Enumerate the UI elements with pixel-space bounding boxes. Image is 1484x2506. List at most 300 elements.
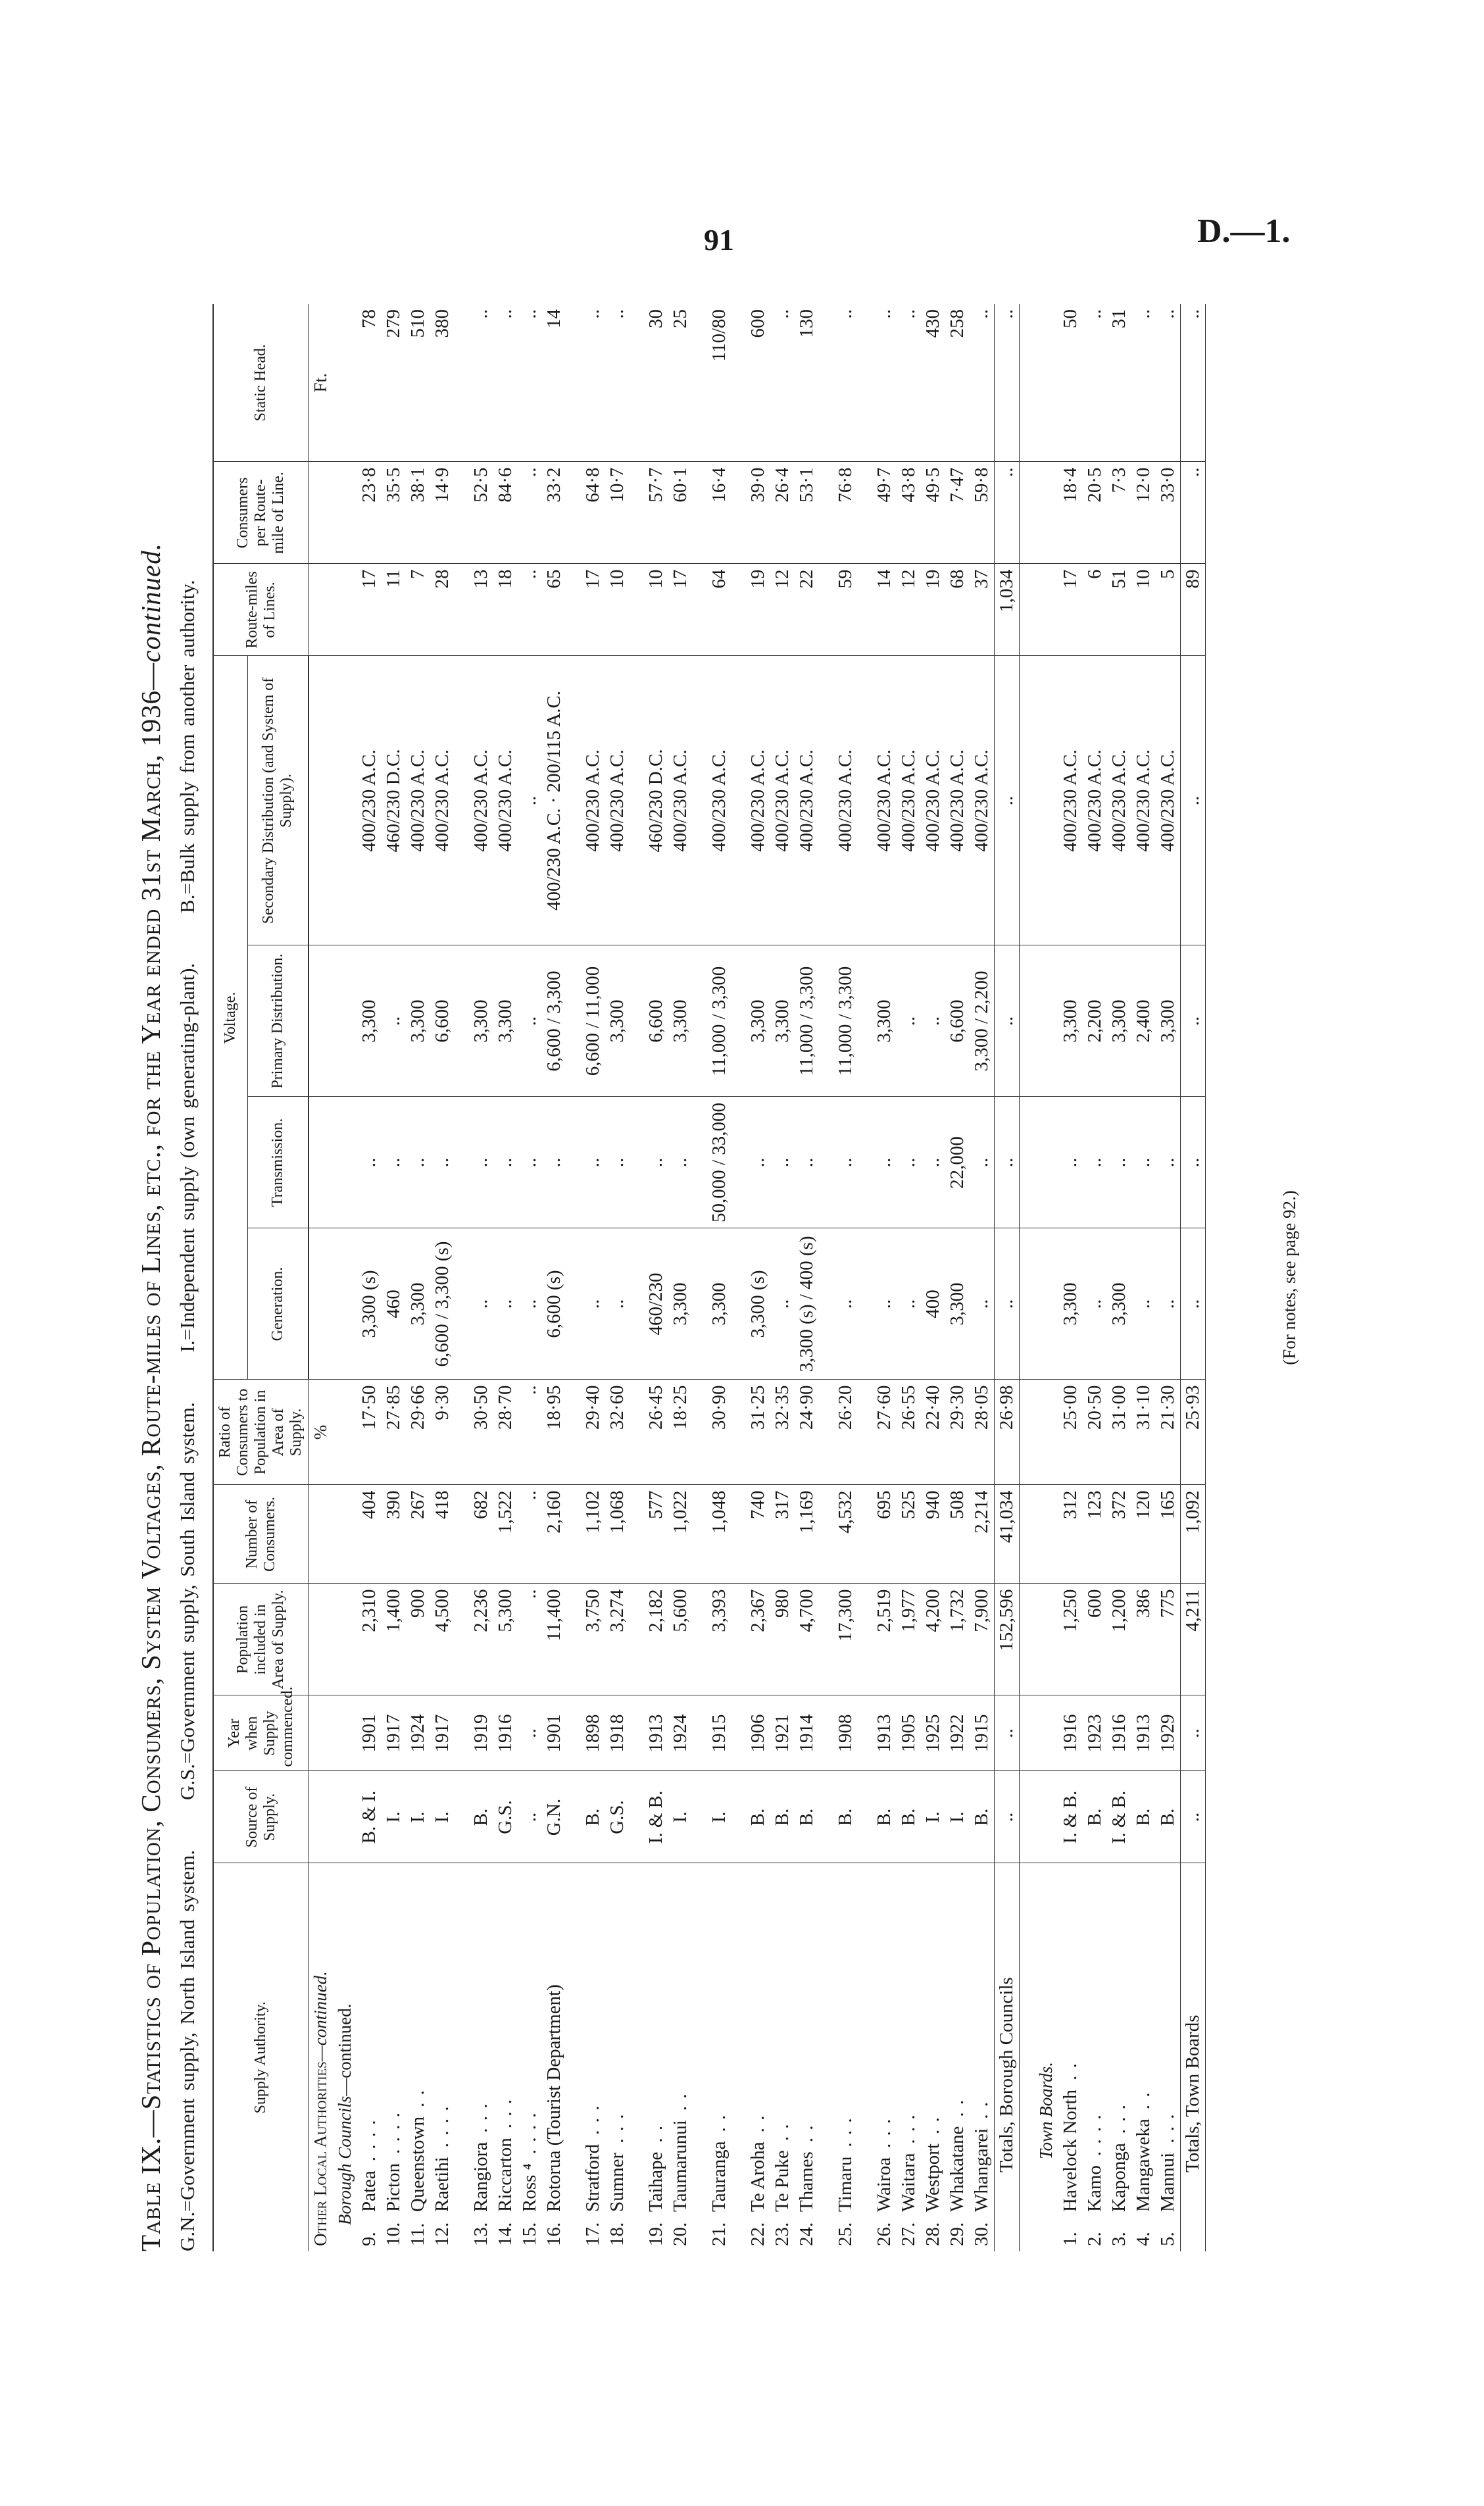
gap-cell xyxy=(1020,656,1035,945)
row-number: 26. xyxy=(874,2222,895,2246)
page-number: 91 xyxy=(704,223,734,257)
row-number: 11. xyxy=(407,2222,428,2246)
per-mile-cell: 49·5 xyxy=(921,462,945,564)
transmission-cell: .. xyxy=(970,1097,995,1228)
population-cell: 5,300 xyxy=(493,1584,518,1695)
static-head-cell: .. xyxy=(1156,304,1181,462)
route-miles-cell: 10 xyxy=(605,564,630,656)
secondary-cell: 400/230 A.C. xyxy=(469,656,493,945)
ratio-cell: 21·30 xyxy=(1156,1380,1181,1485)
row-number: 21. xyxy=(708,2222,730,2246)
gap-cell xyxy=(731,564,746,656)
generation-cell: 3,300 xyxy=(945,1228,970,1380)
table-row xyxy=(1058,304,1083,2251)
ratio-cell: 31·10 xyxy=(1131,1380,1156,1485)
route-miles-cell: 12 xyxy=(897,564,921,656)
population-cell: 386 xyxy=(1131,1584,1156,1695)
gap-cell xyxy=(858,1695,872,1771)
static-head-cell: .. xyxy=(970,304,995,462)
gap-cell xyxy=(630,656,644,945)
gap-cell xyxy=(566,304,581,462)
gap-cell xyxy=(630,1695,644,1771)
table-row xyxy=(921,304,945,2251)
transmission-cell: .. xyxy=(581,1097,605,1228)
gap-cell xyxy=(630,462,644,564)
authority-cell xyxy=(357,1863,382,2251)
authority-name: Thames xyxy=(796,2151,817,2212)
consumers-cell: 372 xyxy=(1107,1485,1131,1584)
per-mile-cell: 64·8 xyxy=(581,462,605,564)
authority-cell xyxy=(668,1863,693,2251)
gap-cell xyxy=(566,1228,581,1380)
gap-cell xyxy=(630,945,644,1097)
consumers-cell: 1,068 xyxy=(605,1485,630,1584)
table-row xyxy=(430,304,455,2251)
route-miles-cell: 28 xyxy=(430,564,455,656)
total-source-cell: .. xyxy=(1181,1771,1206,1863)
header-secondary: Secondary Distribution (and System of Supply). xyxy=(248,656,309,945)
population-cell: 4,200 xyxy=(921,1584,945,1695)
route-miles-cell: 12 xyxy=(770,564,795,656)
subsection-title: Borough Councils xyxy=(335,2095,355,2225)
table-row xyxy=(819,304,833,2251)
authority-cell xyxy=(897,1863,921,2251)
leader-dots: . . xyxy=(670,2092,691,2111)
gap-cell xyxy=(1020,304,1035,462)
ratio-cell: 29·30 xyxy=(945,1380,970,1485)
year-cell: 1906 xyxy=(746,1695,770,1771)
total-secondary-cell: .. xyxy=(995,656,1020,945)
year-cell: 1916 xyxy=(1107,1695,1131,1771)
population-cell: 900 xyxy=(406,1584,430,1695)
document-reference: D.—1. xyxy=(1197,213,1291,250)
gap-cell xyxy=(693,1485,707,1584)
generation-cell: .. xyxy=(770,1228,795,1380)
generation-cell: .. xyxy=(872,1228,897,1380)
empty-cell xyxy=(1034,1228,1058,1380)
row-number: 13. xyxy=(470,2222,491,2246)
empty-cell xyxy=(1034,1584,1058,1695)
primary-cell: 3,300 xyxy=(1156,945,1181,1097)
secondary-cell: 400/230 A.C. xyxy=(897,656,921,945)
authority-cell xyxy=(872,1863,897,2251)
row-number: 5. xyxy=(1157,2232,1178,2246)
gap-cell xyxy=(693,1228,707,1380)
ratio-cell: 9·30 xyxy=(430,1380,455,1485)
gap-cell xyxy=(1020,1863,1035,2251)
generation-cell: .. xyxy=(469,1228,493,1380)
gap-cell xyxy=(455,1485,469,1584)
total-transmission-cell: .. xyxy=(1181,1097,1206,1228)
ratio-cell: 25·00 xyxy=(1058,1380,1083,1485)
per-mile-cell: 33·2 xyxy=(542,462,566,564)
town-boards-heading: Town Boards. xyxy=(1036,2061,1056,2159)
primary-cell: 6,600 / 3,300 xyxy=(542,945,566,1097)
consumers-cell: 317 xyxy=(770,1485,795,1584)
gap-cell xyxy=(693,462,707,564)
transmission-cell: .. xyxy=(872,1097,897,1228)
route-miles-cell: 37 xyxy=(970,564,995,656)
empty-cell xyxy=(1034,462,1058,564)
per-mile-cell: 43·8 xyxy=(897,462,921,564)
route-miles-cell: .. xyxy=(518,564,542,656)
primary-cell: 3,300 xyxy=(1058,945,1083,1097)
legend-i: I.=Independent supply (own generating-plant). xyxy=(176,963,199,1353)
row-number: 25. xyxy=(835,2222,856,2246)
source-cell: I. xyxy=(406,1771,430,1863)
generation-cell: 460 xyxy=(382,1228,406,1380)
empty-cell xyxy=(1034,656,1058,945)
secondary-cell: 400/230 A.C. xyxy=(357,656,382,945)
empty-cell xyxy=(1034,1485,1058,1584)
primary-cell: 2,200 xyxy=(1083,945,1107,1097)
gap-cell xyxy=(693,656,707,945)
footnote: (For notes, see page 92.) xyxy=(1279,1190,1299,1365)
authority-name: Riccarton xyxy=(495,2138,516,2212)
source-cell: I. xyxy=(668,1771,693,1863)
year-cell: 1916 xyxy=(1058,1695,1083,1771)
consumers-cell: 4,532 xyxy=(833,1485,858,1584)
consumers-cell: 940 xyxy=(921,1485,945,1584)
primary-cell: .. xyxy=(921,945,945,1097)
header-ratio: Ratio of Consumers to Population in Area of Supply. xyxy=(213,1380,309,1485)
total-consumers-cell: 41,034 xyxy=(995,1485,1020,1584)
consumers-cell: 390 xyxy=(382,1485,406,1584)
consumers-cell: 1,102 xyxy=(581,1485,605,1584)
gap-cell xyxy=(819,1485,833,1584)
gap-cell xyxy=(566,1863,581,2251)
generation-cell: 3,300 xyxy=(707,1228,731,1380)
leader-dots: . . . xyxy=(606,2113,628,2143)
ratio-cell: 26·20 xyxy=(833,1380,858,1485)
route-miles-cell: 17 xyxy=(1058,564,1083,656)
consumers-cell: 165 xyxy=(1156,1485,1181,1584)
gap-cell xyxy=(858,1584,872,1695)
static-head-cell: 279 xyxy=(382,304,406,462)
total-transmission-cell: .. xyxy=(995,1097,1020,1228)
per-mile-cell: 39·0 xyxy=(746,462,770,564)
year-cell: 1905 xyxy=(897,1695,921,1771)
population-cell: 7,900 xyxy=(970,1584,995,1695)
legend-gn: G.N.=Government supply, North Island system. xyxy=(176,1849,199,2251)
leader-dots: . . . xyxy=(495,2098,516,2129)
total-population-cell: 4,211 xyxy=(1181,1584,1206,1695)
route-miles-cell: 19 xyxy=(921,564,945,656)
leader-dots: . . xyxy=(1133,2091,1154,2110)
ratio-cell: 20·50 xyxy=(1083,1380,1107,1485)
row-number: 17. xyxy=(582,2222,603,2246)
population-cell: 1,977 xyxy=(897,1584,921,1695)
table-row xyxy=(770,304,795,2251)
consumers-cell: .. xyxy=(518,1485,542,1584)
source-cell: B. xyxy=(469,1771,493,1863)
table-row xyxy=(630,304,644,2251)
ratio-cell: 17·50 xyxy=(357,1380,382,1485)
secondary-cell: 400/230 A.C. xyxy=(605,656,630,945)
gap-cell xyxy=(1020,1771,1035,1863)
header-consumers: Number of Consumers. xyxy=(213,1485,309,1584)
primary-cell: 3,300 xyxy=(872,945,897,1097)
population-cell: 11,400 xyxy=(542,1584,566,1695)
gap-cell xyxy=(1020,564,1035,656)
gap-cell xyxy=(630,1097,644,1228)
ratio-cell: 27·60 xyxy=(872,1380,897,1485)
table-row xyxy=(455,304,469,2251)
generation-cell: 3,300 (s) / 400 (s) xyxy=(795,1228,819,1380)
secondary-cell: 400/230 A.C. xyxy=(970,656,995,945)
ratio-unit: % xyxy=(309,1380,334,1485)
secondary-cell: 400/230 A.C. xyxy=(1107,656,1131,945)
empty-cell xyxy=(1034,1380,1058,1485)
gap-cell xyxy=(819,1863,833,2251)
header-source: Source of Supply. xyxy=(213,1771,309,1863)
static-head-cell: .. xyxy=(1131,304,1156,462)
table-title-main: Table IX.—Statistics of Population, Consumers, System Voltages, Route-miles of Lines, etc., for the Year ended 31st March, 1936— xyxy=(136,662,166,2251)
secondary-cell: 400/230 A.C. xyxy=(1156,656,1181,945)
row-number: 14. xyxy=(495,2222,516,2246)
authority-name: Mangaweka xyxy=(1133,2118,1154,2212)
row-number: 2. xyxy=(1084,2232,1105,2246)
generation-cell: 6,600 (s) xyxy=(542,1228,566,1380)
borough-totals-row xyxy=(995,304,1020,2251)
row-number: 1. xyxy=(1060,2232,1081,2246)
per-mile-cell: 52·5 xyxy=(469,462,493,564)
gap-cell xyxy=(731,1228,746,1380)
authority-cell xyxy=(605,1863,630,2251)
route-miles-cell: 6 xyxy=(1083,564,1107,656)
route-miles-cell: 59 xyxy=(833,564,858,656)
secondary-cell: 400/230 A.C. xyxy=(1131,656,1156,945)
population-cell: 1,400 xyxy=(382,1584,406,1695)
secondary-cell: 400/230 A.C. xyxy=(406,656,430,945)
year-cell: 1901 xyxy=(357,1695,382,1771)
header-transmission: Transmission. xyxy=(248,1097,309,1228)
ratio-cell: 27·85 xyxy=(382,1380,406,1485)
gap-cell xyxy=(630,1485,644,1584)
gap-cell xyxy=(630,1863,644,2251)
consumers-cell: 740 xyxy=(746,1485,770,1584)
total-year-cell: .. xyxy=(995,1695,1020,1771)
gap-cell xyxy=(455,945,469,1097)
total-source-cell: .. xyxy=(995,1771,1020,1863)
population-cell: 980 xyxy=(770,1584,795,1695)
gap-cell xyxy=(731,1380,746,1485)
static-head-cell: 110/80 xyxy=(707,304,731,462)
authority-name: Rotorua (Tourist Department) xyxy=(543,1984,564,2212)
per-mile-cell: 60·1 xyxy=(668,462,693,564)
per-mile-cell: 7·3 xyxy=(1107,462,1131,564)
gap-cell xyxy=(819,945,833,1097)
gap-cell xyxy=(731,945,746,1097)
gap-cell xyxy=(566,1771,581,1863)
ratio-cell: 22·40 xyxy=(921,1380,945,1485)
gap-cell xyxy=(858,564,872,656)
generation-cell: 3,300 (s) xyxy=(746,1228,770,1380)
source-cell: B. xyxy=(795,1771,819,1863)
gap-cell xyxy=(455,1771,469,1863)
gap-cell xyxy=(819,1695,833,1771)
primary-cell: 3,300 / 2,200 xyxy=(970,945,995,1097)
row-number: 3. xyxy=(1108,2232,1129,2246)
transmission-cell: .. xyxy=(382,1097,406,1228)
table-row xyxy=(833,304,858,2251)
gap-cell xyxy=(731,304,746,462)
authority-cell xyxy=(1131,1863,1156,2251)
ratio-cell: 28·05 xyxy=(970,1380,995,1485)
secondary-cell: 460/230 D.C. xyxy=(644,656,668,945)
population-cell: 2,182 xyxy=(644,1584,668,1695)
static-head-cell: 31 xyxy=(1107,304,1131,462)
generation-cell: .. xyxy=(581,1228,605,1380)
gap-cell xyxy=(1020,1380,1035,1485)
table-row xyxy=(693,304,707,2251)
year-cell: 1915 xyxy=(707,1695,731,1771)
gap-cell xyxy=(630,1228,644,1380)
gap-cell xyxy=(1020,1228,1035,1380)
ratio-cell: 18·25 xyxy=(668,1380,693,1485)
authority-name: Te Aroha xyxy=(747,2142,768,2212)
authority-cell xyxy=(707,1863,731,2251)
authority-name: Raetihi xyxy=(432,2157,453,2212)
source-cell: I. xyxy=(945,1771,970,1863)
transmission-cell: .. xyxy=(469,1097,493,1228)
leader-dots: . . xyxy=(971,2101,992,2119)
authority-name: Picton xyxy=(383,2163,404,2212)
population-cell: 3,274 xyxy=(605,1584,630,1695)
secondary-cell: 400/230 A.C. xyxy=(746,656,770,945)
gap-cell xyxy=(566,462,581,564)
route-miles-cell: 17 xyxy=(668,564,693,656)
gap-cell xyxy=(819,564,833,656)
header-year: Year when Supply commenced. xyxy=(213,1695,309,1771)
transmission-cell: .. xyxy=(746,1097,770,1228)
source-cell: B. xyxy=(581,1771,605,1863)
table-row xyxy=(469,304,493,2251)
per-mile-cell: 35·5 xyxy=(382,462,406,564)
gap-cell xyxy=(630,304,644,462)
consumers-cell: 267 xyxy=(406,1485,430,1584)
primary-cell: 6,600 xyxy=(945,945,970,1097)
gap-cell xyxy=(1020,945,1035,1097)
generation-cell: 400 xyxy=(921,1228,945,1380)
year-cell: .. xyxy=(518,1695,542,1771)
table-row xyxy=(872,304,897,2251)
gap-cell xyxy=(819,462,833,564)
consumers-cell: 1,048 xyxy=(707,1485,731,1584)
table-row xyxy=(1107,304,1131,2251)
generation-cell: 3,300 xyxy=(1107,1228,1131,1380)
authority-cell xyxy=(406,1863,430,2251)
empty-cell xyxy=(1034,304,1058,462)
consumers-cell: 525 xyxy=(897,1485,921,1584)
gap-cell xyxy=(693,1584,707,1695)
gap-cell xyxy=(455,462,469,564)
row-number: 20. xyxy=(670,2222,691,2246)
source-cell: B. xyxy=(833,1771,858,1863)
authority-name: Waitara xyxy=(898,2153,919,2212)
total-year-cell: .. xyxy=(1181,1695,1206,1771)
ratio-cell: 26·55 xyxy=(897,1380,921,1485)
gap-cell xyxy=(455,564,469,656)
gap-cell xyxy=(566,1380,581,1485)
secondary-cell: 400/230 A.C. · 200/115 A.C. xyxy=(542,656,566,945)
gap-cell xyxy=(566,564,581,656)
per-mile-cell: 76·8 xyxy=(833,462,858,564)
generation-cell: 6,600 / 3,300 (s) xyxy=(430,1228,455,1380)
generation-cell: .. xyxy=(518,1228,542,1380)
static-head-cell: .. xyxy=(770,304,795,462)
source-cell: B. xyxy=(746,1771,770,1863)
header-generation: Generation. xyxy=(248,1228,309,1380)
consumers-cell: 2,214 xyxy=(970,1485,995,1584)
per-mile-cell: 53·1 xyxy=(795,462,819,564)
header-primary: Primary Distribution. xyxy=(248,945,309,1097)
authority-cell xyxy=(581,1863,605,2251)
authority-cell xyxy=(833,1863,858,2251)
leader-dots: . . . xyxy=(874,2117,895,2148)
authority-cell xyxy=(493,1863,518,2251)
population-cell: .. xyxy=(518,1584,542,1695)
year-cell: 1924 xyxy=(406,1695,430,1771)
source-cell: B. xyxy=(1083,1771,1107,1863)
row-number: 24. xyxy=(796,2222,817,2246)
gap-cell xyxy=(566,1584,581,1695)
generation-cell: 3,300 xyxy=(406,1228,430,1380)
leader-dots: . . . xyxy=(1157,2113,1178,2143)
gap-cell xyxy=(731,1863,746,2251)
primary-cell: 6,600 xyxy=(644,945,668,1097)
total-secondary-cell: .. xyxy=(1181,656,1206,945)
population-cell: 4,700 xyxy=(795,1584,819,1695)
static-head-cell: .. xyxy=(1083,304,1107,462)
gap-cell xyxy=(455,1584,469,1695)
total-route-miles-cell: 1,034 xyxy=(995,564,1020,656)
leader-dots: . . . . xyxy=(383,2111,404,2154)
static-head-cell: 600 xyxy=(746,304,770,462)
gap-cell xyxy=(819,304,833,462)
per-mile-cell: 12·0 xyxy=(1131,462,1156,564)
ratio-cell: 32·35 xyxy=(770,1380,795,1485)
ratio-cell: .. xyxy=(518,1380,542,1485)
transmission-cell: .. xyxy=(493,1097,518,1228)
authority-cell xyxy=(430,1863,455,2251)
unit-empty-year xyxy=(309,1695,334,1771)
transmission-cell: .. xyxy=(897,1097,921,1228)
primary-cell: .. xyxy=(382,945,406,1097)
authority-name: Westport xyxy=(922,2143,943,2212)
secondary-cell: 400/230 A.C. xyxy=(707,656,731,945)
leader-dots: . . . xyxy=(582,2104,603,2135)
authority-cell xyxy=(795,1863,819,2251)
ratio-cell: 30·90 xyxy=(707,1380,731,1485)
route-miles-cell: 65 xyxy=(542,564,566,656)
consumers-cell: 123 xyxy=(1083,1485,1107,1584)
authority-name: Whakatane xyxy=(947,2126,968,2212)
authority-cell xyxy=(542,1863,566,2251)
primary-cell: 3,300 xyxy=(746,945,770,1097)
generation-cell: .. xyxy=(897,1228,921,1380)
table-row xyxy=(731,304,746,2251)
table-body xyxy=(309,304,1206,2251)
static-head-cell: 510 xyxy=(406,304,430,462)
per-mile-cell: 84·6 xyxy=(493,462,518,564)
transmission-cell: .. xyxy=(1083,1097,1107,1228)
empty-cell xyxy=(1034,945,1058,1097)
year-cell: 1913 xyxy=(872,1695,897,1771)
row-number: 15. xyxy=(519,2222,540,2246)
gap-cell xyxy=(455,304,469,462)
per-mile-cell: 18·4 xyxy=(1058,462,1083,564)
